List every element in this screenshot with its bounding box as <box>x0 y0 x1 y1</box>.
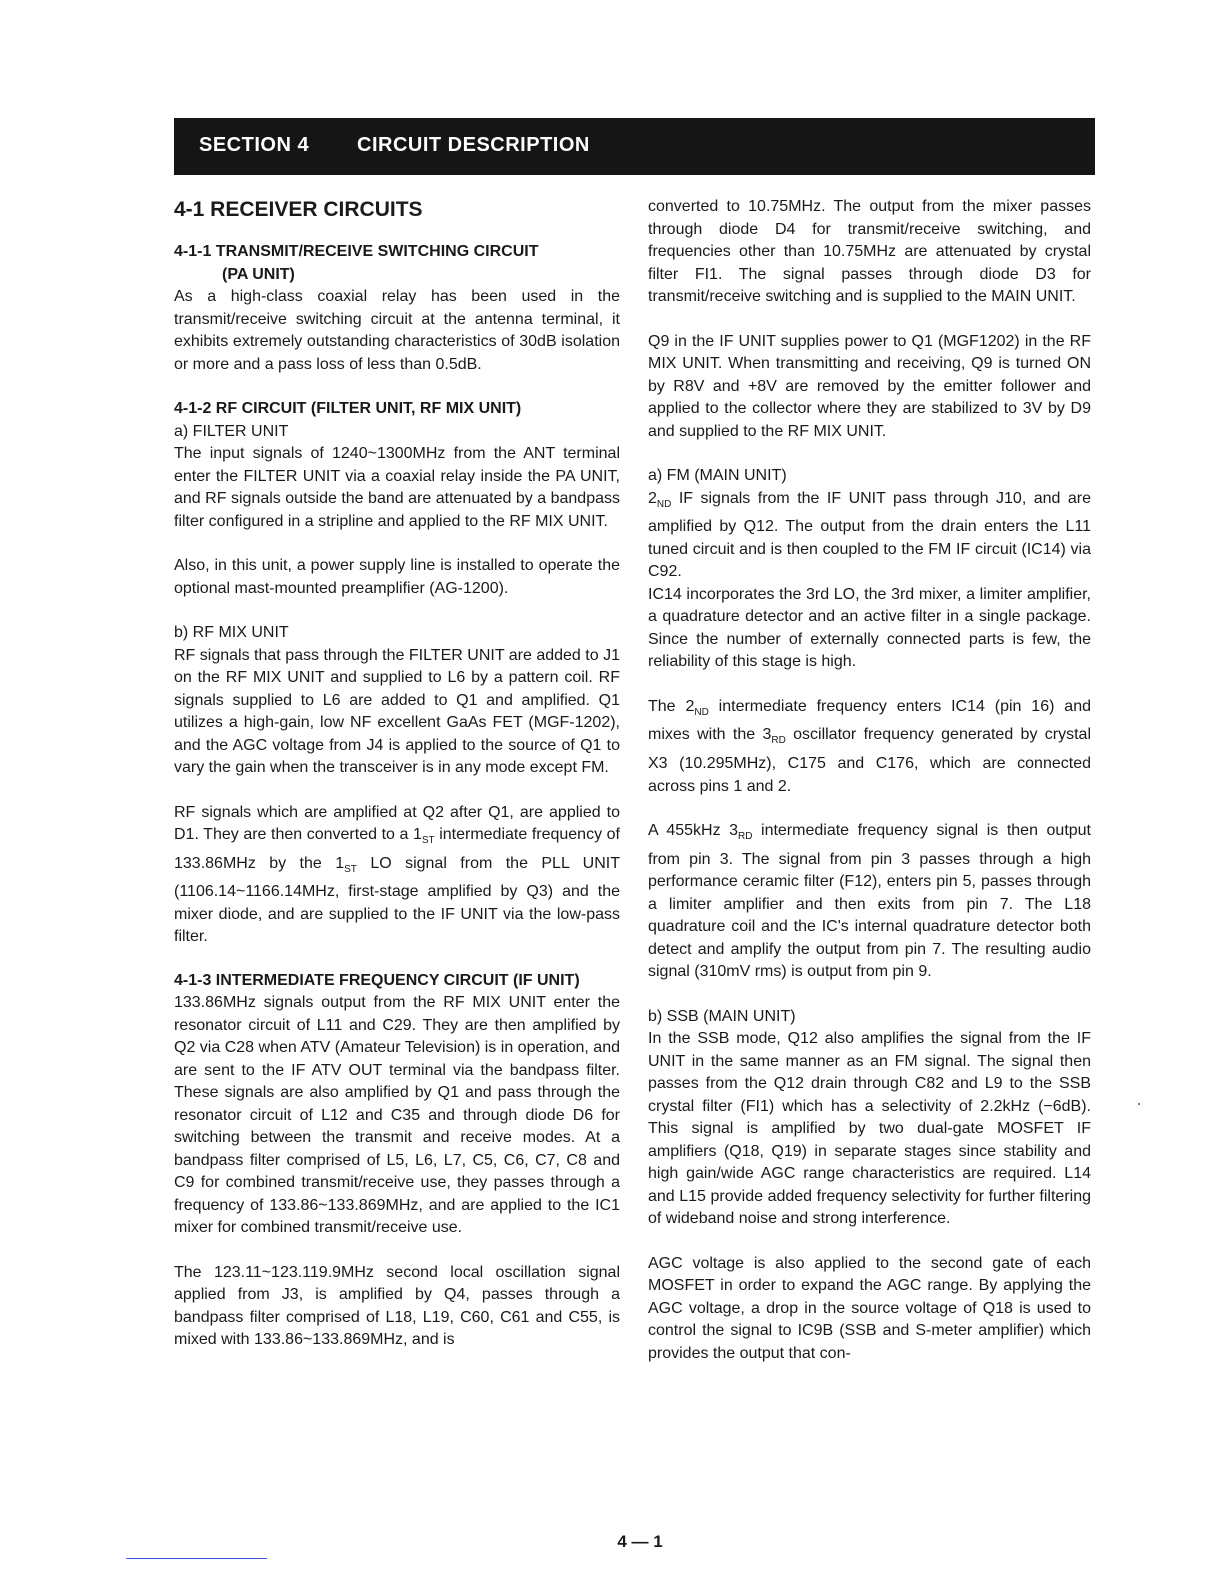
paragraph-2nd-if: The $2_{ND}$ intermediate frequency enters IC14 (pin 16) and mixes with the $3_{RD}$ oscillator frequency generated by crystal X3 (10.295MHz), C175 and C176, which are connected across pins 1 and 2. <box>648 697 1091 795</box>
paragraph-second-lo: The 123.11~123.119.9MHz second local oscillation signal applied from J3, is amplified by Q4, passes through a bandpass filter comprised of L18, L19, C60, C61 and C55, is mixed with 133.86~133.869MHz, and is <box>174 1263 620 1349</box>
paragraph-fm-if: $2_{ND}$ IF signals from the IF UNIT pass through J10, and are amplified by Q12. The output from the drain enters the L11 tuned circuit and is then coupled to the FM IF circuit (IC14) via C92. <box>648 489 1091 581</box>
link-underline <box>126 1558 267 1559</box>
section-banner <box>174 118 1095 175</box>
page-number: 4 — 1 <box>617 1532 663 1551</box>
heading-4-1-1-line2: (PA UNIT) <box>222 265 295 283</box>
subheading-filter-unit: a) FILTER UNIT <box>174 422 289 440</box>
heading-4-1-3: 4-1-3 INTERMEDIATE FREQUENCY CIRCUIT (IF UNIT) <box>174 971 580 989</box>
paragraph-mixer-output: converted to 10.75MHz. The output from the mixer passes through diode D4 for transmit/receive switching, and frequencies other than 10.75MHz are attenuated by crystal filter FI1. The signal passes through diode D3 for transmit/receive switching and is supplied to the MAIN UNIT. <box>648 198 1091 305</box>
paragraph-power-supply: Also, in this unit, a power supply line is installed to operate the optional mast-mounted preamplifier (AG-1200). <box>174 557 620 597</box>
paragraph-rf-conversion: RF signals which are amplified at Q2 after Q1, are applied to D1. They are then converted to a $1_{ST}$ intermediate frequency of 133.86MHz by the $1_{ST}$ LO signal from the PLL UNIT (1106.14~1166.14MHz, first-stage amplified by Q3) and the mixer diode, and are supplied to the IF UNIT via the low-pass filter. <box>174 803 621 946</box>
scan-speck <box>1138 1103 1140 1105</box>
paragraph-ssb-mode: In the SSB mode, Q12 also amplifies the signal from the IF UNIT in the same manner as an FM signal. The signal then passes from the Q12 drain through C82 and L9 to the SSB crystal filter (FI1) which has a selectivity of 2.2kHz (−6dB). This signal is amplified by two dual-gate MOSFET IF amplifiers (Q18, Q19) in separate stages since stability and high gain/wide AGC range characteristics are required. L14 and L15 provide added frequency selectivity for further filtering of wideband noise and strong interference. <box>648 1030 1091 1228</box>
paragraph-455khz: A 455kHz $3_{RD}$ intermediate frequency signal is then output from pin 3. The signal from pin 3 passes through a high performance ceramic filter (F12), enters pin 5, passes through a limiter amplifier and then exits from pin 7. The L18 quadrature coil and the IC's internal quadrature detector both detect and amplify the output from pin 7. The resulting audio signal (310mV rms) is output from pin 9. <box>648 822 1091 981</box>
right-column <box>648 196 1091 1365</box>
heading-4-1-2: 4-1-2 RF CIRCUIT (FILTER UNIT, RF MIX UNIT) <box>174 400 522 417</box>
paragraph-filter-unit: The input signals of 1240~1300MHz from the ANT terminal enter the FILTER UNIT via a coaxial relay inside the PA UNIT, and RF signals outside the band are attenuated by a bandpass filter configured in a stripline and applied to the RF MIX UNIT. <box>174 445 620 530</box>
paragraph-ic14: IC14 incorporates the 3rd LO, the 3rd mixer, a limiter amplifier, a quadrature detector and an active filter in a single package. Since the number of externally connected parts is few, the reliability of this stage is high. <box>648 585 1091 671</box>
paragraph-if-unit: 133.86MHz signals output from the RF MIX UNIT enter the resonator circuit of L11 and C29. They are then amplified by Q2 via C28 when ATV (Amateur Television) is in operation, and are sent to the IF ATV OUT terminal via the bandpass filter. These signals are also amplified by Q1 and pass through the resonator circuit of L12 and C35 and through diode D6 for switching between the transmit and receive modes. At a bandpass filter comprised of L5, L6, L7, C5, C6, C7, C8 and C9 for combined transmit/receive use, they passes through a frequency of 133.86~133.869MHz, and are applied to the IC1 mixer for combined transmit/receive use. <box>174 994 620 1237</box>
subheading-rf-mix-unit: b) RF MIX UNIT <box>174 624 289 641</box>
left-column <box>174 196 620 1352</box>
subheading-fm-main-unit: a) FM (MAIN UNIT) <box>648 467 787 484</box>
main-heading: 4-1 RECEIVER CIRCUITS <box>174 198 423 221</box>
section-label: SECTION 4 <box>199 134 310 156</box>
section-title: CIRCUIT DESCRIPTION <box>357 134 590 156</box>
paragraph-q9-power: Q9 in the IF UNIT supplies power to Q1 (MGF1202) in the RF MIX UNIT. When transmitting and receiving, Q9 is turned ON by R8V and +8V are removed by the emitter follower and applied to the collector where they are stabilized to 3V by D9 and supplied to the RF MIX UNIT. <box>648 332 1091 440</box>
heading-4-1-1 <box>174 241 620 286</box>
paragraph-4-1-1: As a high-class coaxial relay has been used in the transmit/receive switching circuit at the antenna terminal, it exhibits extremely outstanding characteristics of 30dB isolation or more and a pass loss of less than 0.5dB. <box>174 288 620 373</box>
subheading-ssb-main-unit: b) SSB (MAIN UNIT) <box>648 1007 796 1025</box>
heading-4-1-1-line1: 4-1-1 TRANSMIT/RECEIVE SWITCHING CIRCUIT <box>174 243 539 260</box>
paragraph-rf-mix-unit: RF signals that pass through the FILTER UNIT are added to J1 on the RF MIX UNIT and supplied to L6 by a pattern coil. RF signals supplied to L6 are added to Q1 and amplified. Q1 utilizes a high-gain, low NF excellent GaAs FET (MGF-1202), and the AGC voltage from J4 is applied to the source of Q1 to vary the gain when the transceiver is in any mode except FM. <box>174 646 620 776</box>
paragraph-agc-voltage: AGC voltage is also applied to the second gate of each MOSFET in order to expand the AGC range. By applying the AGC voltage, a drop in the source voltage of Q18 is used to control the signal to IC9B (SSB and S-meter amplifier) which provides the output that con- <box>648 1254 1091 1362</box>
